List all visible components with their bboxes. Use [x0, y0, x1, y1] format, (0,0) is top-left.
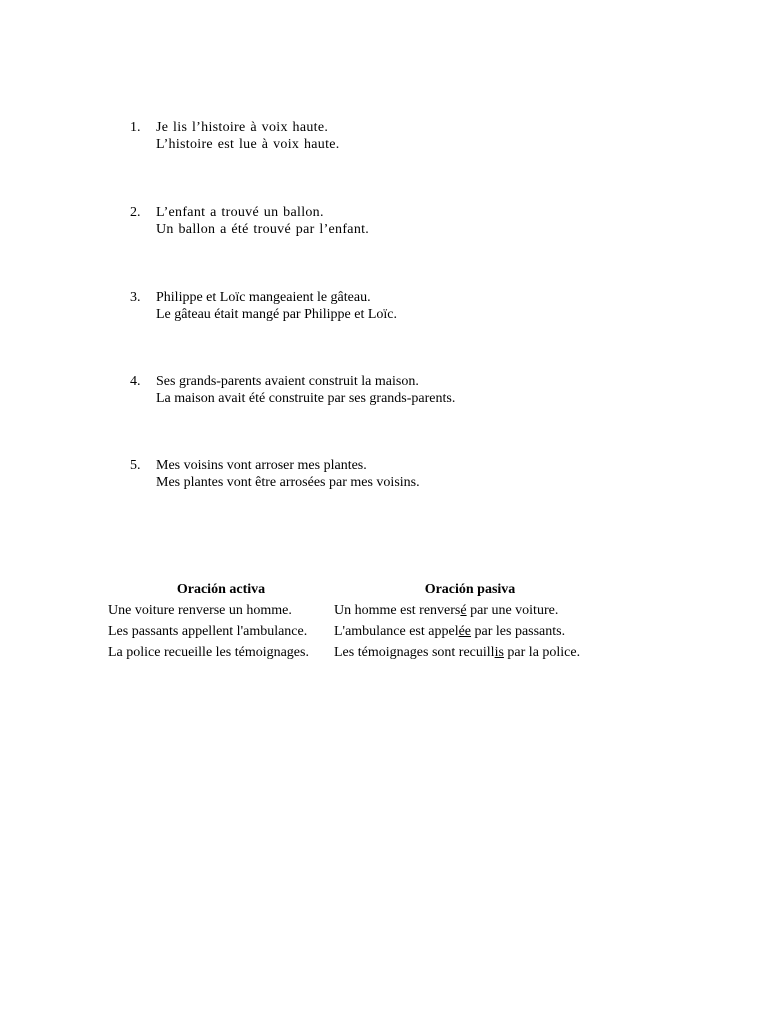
- active-sentence: Mes voisins vont arroser mes plantes.: [156, 458, 367, 473]
- passive-cell: [334, 600, 606, 621]
- table-header-row: [108, 579, 606, 600]
- active-cell: La police recueille les témoignages.: [108, 645, 309, 660]
- passive-text: par une voiture.: [466, 603, 559, 618]
- participle-ending: is: [494, 645, 504, 660]
- participle-ending: é: [460, 603, 467, 618]
- exercise-number: 1.: [130, 120, 141, 135]
- active-cell: Une voiture renverse un homme.: [108, 603, 292, 618]
- passive-sentence: La maison avait été construite par ses grands-parents.: [156, 391, 456, 406]
- passive-text: par les passants.: [471, 624, 566, 639]
- exercise-number: 4.: [130, 374, 141, 389]
- active-passive-table: [108, 579, 606, 663]
- active-sentence: L’enfant a trouvé un ballon.: [156, 205, 324, 220]
- table-row: [108, 642, 606, 663]
- passive-sentence: Un ballon a été trouvé par l’enfant.: [156, 222, 370, 237]
- passive-text: L'ambulance est appel: [334, 624, 459, 639]
- active-sentence: Ses grands-parents avaient construit la maison.: [156, 374, 419, 389]
- table-row: [108, 621, 606, 642]
- passive-cell: [334, 621, 606, 642]
- participle-ending: ée: [458, 624, 472, 639]
- exercise-number: 2.: [130, 205, 141, 220]
- header-passive: Oración pasiva: [424, 582, 516, 597]
- exercise-number: 3.: [130, 290, 141, 305]
- table-row: [108, 600, 606, 621]
- exercise-number: 5.: [130, 458, 141, 473]
- passive-text: par la police.: [503, 645, 581, 660]
- active-sentence: Philippe et Loïc mangeaient le gâteau.: [156, 290, 371, 305]
- header-active: Oración activa: [176, 582, 266, 597]
- passive-cell: [334, 642, 606, 663]
- active-cell: Les passants appellent l'ambulance.: [108, 624, 308, 639]
- active-sentence: Je lis l’histoire à voix haute.: [156, 120, 329, 135]
- passive-text: Les témoignages sont recuill: [334, 645, 495, 660]
- passive-sentence: Le gâteau était mangé par Philippe et Loïc.: [156, 307, 398, 322]
- passive-sentence: Mes plantes vont être arrosées par mes voisins.: [156, 475, 420, 490]
- passive-text: Un homme est renvers: [334, 603, 461, 618]
- passive-sentence: L’histoire est lue à voix haute.: [156, 137, 340, 152]
